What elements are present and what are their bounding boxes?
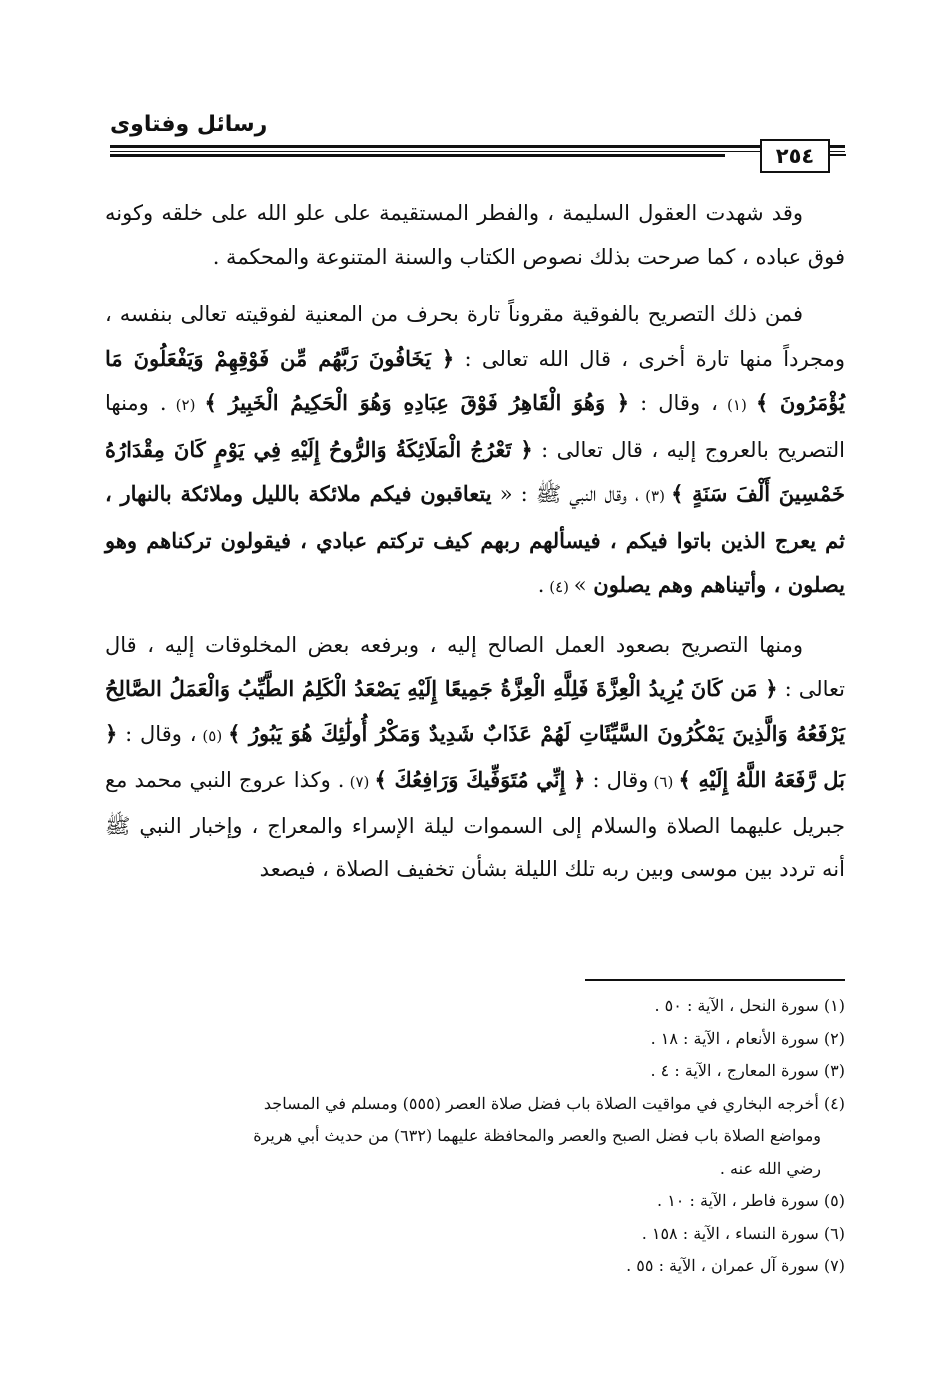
- paragraph-2: [105, 293, 845, 610]
- footnote-ref: (٧): [344, 773, 375, 791]
- footnote-ref: (٤): [544, 578, 574, 596]
- text-segment: ، وقال :: [629, 391, 718, 415]
- text-segment: »: [573, 573, 594, 597]
- text-segment: ومنها التصريح بصعود العمل الصالح إليه ، وبرفعه بعض المخلوقات إليه ، قال تعالى :: [105, 632, 846, 701]
- quran-verse: ﴿ يَخَافُونَ رَبَّهُم مِّن فَوْقِهِمْ وَيَفْعَلُونَ مَا يُؤْمَرُونَ ﴾: [105, 345, 846, 415]
- text-segment: . وكذا عروج النبي محمد مع جبريل عليهما الصلاة والسلام إلى السموات ليلة الإسراء والمعراج ، وإخبار النبي ﷺ أنه تردد بين موسى وبين ربه تلك الليلة بشأن تخفيف الصلاة ، فيصعد: [105, 768, 845, 881]
- footnote-3: (٣) سورة المعارج ، الآية : ٤ .: [650, 1061, 845, 1080]
- quran-verse: ﴿ مَن كَانَ يُرِيدُ الْعِزَّةَ فَلِلَّهِ الْعِزَّةُ جَمِيعًا إِلَيْهِ يَصْعَدُ الْكَلِمُ الطَّيِّبُ وَالْعَمَلُ الصَّالِحُ يَرْفَعُهُ وَالَّذِينَ يَمْكُرُونَ السَّيِّئَاتِ لَهُمْ عَذَابٌ شَدِيدٌ وَمَكْرُ أُولَٰئِكَ هُوَ يَبُورُ ﴾: [105, 676, 845, 746]
- running-header-title: رسائل وفتاوى: [110, 112, 268, 137]
- header-rule-thick: [110, 145, 845, 148]
- text-segment: . ومنها التصريح بالعروج إليه ، قال تعالى :: [105, 391, 845, 462]
- text-segment: فمن ذلك التصريح بالفوقية مقروناً تارة بحرف من المعنية لفوقيته تعالى بنفسه ، ومجرداً منها تارة أخرى ، قال الله تعالى :: [105, 302, 845, 371]
- header-rule-lower: [110, 154, 725, 157]
- paragraph-1: وقد شهدت العقول السليمة ، والفطر المستقيمة على علو الله على خلقه وكونه فوق عباده ، كما صرحت بذلك نصوص الكتاب والسنة المتنوعة والمحكمة .: [105, 201, 845, 269]
- footnote-6: (٦) سورة النساء ، الآية : ١٥٨ .: [641, 1223, 845, 1243]
- footnote-2: (٢) سورة الأنعام ، الآية : ١٨ .: [650, 1028, 845, 1048]
- footnote-4-continued: رضي الله عنه .: [719, 1158, 821, 1178]
- footnote-ref: (٥): [196, 726, 229, 745]
- text-segment: ، وقال النبي ﷺ : «: [491, 482, 639, 506]
- text-segment: ، وقال :: [117, 721, 197, 746]
- header-rule-thin: [110, 151, 845, 152]
- quran-verse: ﴿ إِنِّي مُتَوَفِّيكَ وَرَافِعُكَ ﴾: [374, 767, 586, 792]
- footnotes: [105, 990, 845, 1283]
- quran-verse: ﴿ تَعْرُجُ الْمَلَائِكَةُ وَالرُّوحُ إِلَيْهِ فِي يَوْمٍ كَانَ مِقْدَارُهُ خَمْسِينَ أَلْفَ سَنَةٍ ﴾: [105, 436, 845, 506]
- footnote-4: (٤) أخرجه البخاري في مواقيت الصلاة باب فضل صلاة العصر (٥٥٥) ومسلم في المساجد: [263, 1093, 845, 1113]
- quran-verse: ﴿ بَل رَّفَعَهُ اللَّهُ إِلَيْهِ ﴾: [105, 720, 846, 792]
- main-text: [105, 192, 845, 892]
- footnote-ref: (٢): [166, 396, 205, 414]
- hadith-quote: يتعاقبون فيكم ملائكة بالليل وملائكة بالنهار ، ثم يعرج الذين باتوا فيكم ، فيسألهم ربهم كيف تركتم عبادي ، فيقولون تركناهم وهو يصلون ، وأتيناهم وهم يصلون: [105, 481, 845, 597]
- footnote-ref: (١): [717, 396, 756, 414]
- footnote-5: (٥) سورة فاطر ، الآية : ١٠ .: [657, 1191, 845, 1210]
- footnote-4-continued: ومواضع الصلاة باب فضل الصبح والعصر والمحافظة عليهما (٦٣٢) من حديث أبي هريرة: [253, 1126, 821, 1145]
- text-segment: وقال :: [585, 768, 649, 792]
- paragraph-3: [105, 624, 845, 892]
- footnote-ref: (٦): [648, 773, 679, 791]
- footnote-7: (٧) سورة آل عمران ، الآية : ٥٥ .: [626, 1256, 845, 1275]
- footnote-1: (١) سورة النحل ، الآية : ٥٠ .: [654, 996, 845, 1015]
- page-number: ٢٥٤: [760, 139, 830, 173]
- quran-verse: ﴿ وَهُوَ الْقَاهِرُ فَوْقَ عِبَادِهِ وَهُوَ الْحَكِيمُ الْخَبِيرُ ﴾: [204, 390, 630, 415]
- footnote-ref: (٣): [638, 487, 672, 505]
- text-segment: .: [537, 573, 545, 597]
- footnote-separator: [585, 979, 845, 981]
